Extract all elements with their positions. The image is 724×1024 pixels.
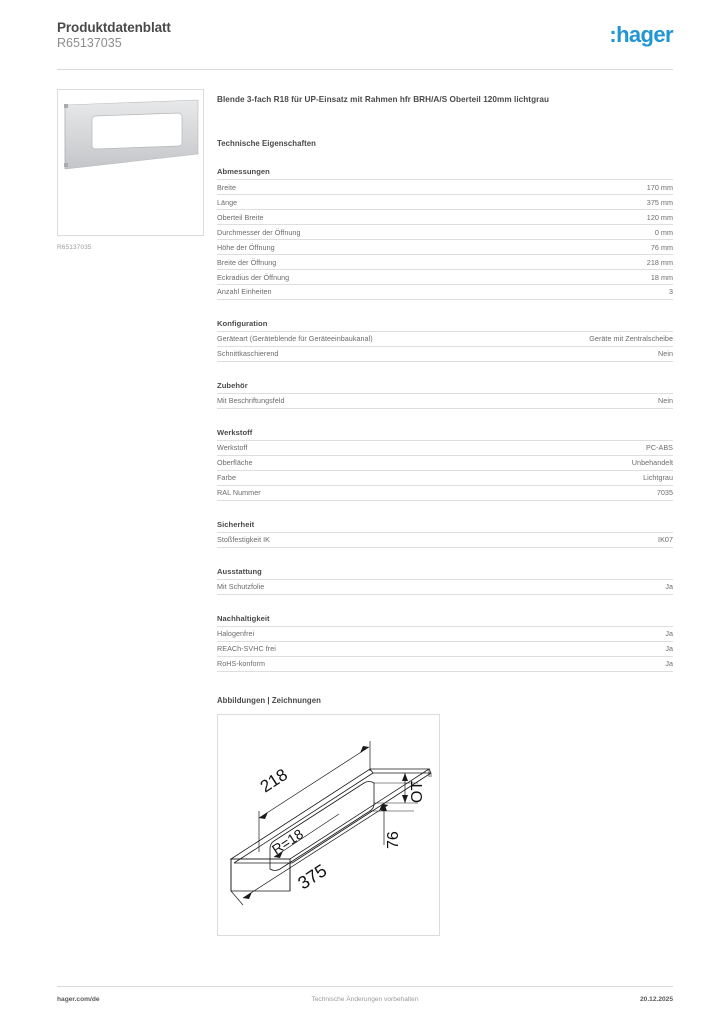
drawings-heading: Abbildungen | Zeichnungen: [217, 695, 321, 705]
spec-label: Durchmesser der Öffnung: [217, 227, 301, 237]
product-name: Blende 3-fach R18 für UP-Einsatz mit Rahmen hfr BRH/A/S Oberteil 120mm lichtgrau: [217, 95, 550, 104]
table-row: [217, 284, 673, 299]
spec-label: Eckradius der Öffnung: [217, 272, 290, 282]
table-row: [217, 209, 673, 224]
product-image: [57, 89, 204, 236]
page-header: [57, 20, 673, 68]
spec-value: Geräte mit Zentralscheibe: [589, 334, 673, 344]
spec-label: RAL Nummer: [217, 488, 261, 498]
spec-value: Lichtgrau: [643, 473, 673, 483]
table-row: [217, 194, 673, 209]
spec-label: Oberfläche: [217, 458, 253, 468]
spec-group: [217, 520, 673, 548]
dim-label-top-part: OT: [409, 780, 426, 803]
spec-label: REACh-SVHC frei: [217, 644, 276, 654]
spec-value: 218 mm: [646, 257, 673, 267]
spec-label: Mit Beschriftungsfeld: [217, 396, 285, 406]
spec-value: 375 mm: [646, 197, 673, 207]
page-title: Produktdatenblatt: [57, 20, 171, 35]
spec-table: [217, 331, 673, 362]
spec-group: [217, 167, 673, 300]
spec-label: Stoßfestigkeit IK: [217, 535, 271, 545]
spec-value: Ja: [665, 659, 673, 669]
table-row: [217, 239, 673, 254]
spec-table: [217, 179, 673, 300]
table-row: [217, 532, 673, 547]
table-row: [217, 393, 673, 408]
spec-label: RoHS-konform: [217, 659, 266, 669]
table-row: [217, 485, 673, 500]
spec-value: 170 mm: [646, 182, 673, 192]
logo-wordmark: hager: [616, 22, 673, 47]
spec-value: Unbehandelt: [631, 458, 673, 468]
spec-label: Höhe der Öffnung: [217, 242, 275, 252]
table-row: [217, 656, 673, 671]
spec-label: Oberteil Breite: [217, 212, 264, 222]
spec-group: [217, 428, 673, 501]
table-row: [217, 470, 673, 485]
table-row: [217, 254, 673, 269]
spec-value: 120 mm: [646, 212, 673, 222]
spec-group-title: Zubehör: [217, 380, 248, 390]
product-reference: R65137035: [57, 36, 122, 50]
spec-value: 18 mm: [650, 272, 673, 282]
footer-divider: [57, 986, 673, 987]
dim-label-corner-radius: R=18: [268, 825, 307, 858]
spec-label: Geräteart (Geräteblende für Geräteeinbaukanal): [217, 334, 373, 344]
footer-disclaimer: Technische Änderungen vorbehalten: [311, 996, 419, 1003]
spec-label: Breite der Öffnung: [217, 257, 277, 267]
footer-website[interactable]: hager.com/de: [57, 996, 100, 1003]
spec-group-title: Konfiguration: [217, 318, 268, 328]
spec-group-title: Sicherheit: [217, 519, 255, 529]
main-content: [217, 89, 673, 936]
spec-value: 7035: [656, 488, 673, 498]
table-row: [217, 440, 673, 455]
spec-value: Ja: [665, 629, 673, 639]
spec-group-title: Werkstoff: [217, 427, 253, 437]
spec-label: Schnittkaschierend: [217, 349, 279, 359]
spec-label: Länge: [217, 197, 238, 207]
page-footer: [57, 996, 673, 1008]
spec-label: Farbe: [217, 473, 236, 483]
spec-table: [217, 579, 673, 595]
spec-table: [217, 532, 673, 548]
spec-table: [217, 440, 673, 501]
spec-label: Werkstoff: [217, 443, 248, 453]
technical-drawing: [217, 714, 440, 936]
table-row: [217, 346, 673, 361]
spec-value: 0 mm: [654, 227, 673, 237]
table-row: [217, 641, 673, 656]
table-row: [217, 269, 673, 284]
spec-group-title: Abmessungen: [217, 167, 270, 176]
spec-value: IK07: [658, 535, 673, 545]
spec-groups: [217, 167, 673, 672]
logo-colon-icon: :: [609, 22, 617, 47]
table-row: [217, 331, 673, 346]
spec-label: Mit Schutzfolie: [217, 582, 265, 592]
spec-group: [217, 319, 673, 362]
product-photo-graphic: [62, 97, 200, 175]
table-row: [217, 224, 673, 239]
dim-label-opening-height: 76: [385, 830, 402, 849]
spec-value: Nein: [658, 349, 673, 359]
spec-label: Anzahl Einheiten: [217, 287, 272, 297]
spec-table: [217, 626, 673, 672]
technical-drawing-graphic: [218, 715, 439, 935]
footer-date: 20.12.2025: [639, 996, 673, 1003]
table-row: [217, 626, 673, 641]
spec-group: [217, 567, 673, 595]
product-image-caption: R65137035: [57, 244, 92, 251]
spec-value: Ja: [665, 644, 673, 654]
spec-label: Breite: [217, 182, 237, 192]
header-divider: [57, 69, 673, 70]
hager-logo: [609, 23, 673, 47]
spec-group: [217, 614, 673, 672]
spec-group: [217, 381, 673, 409]
spec-value: PC-ABS: [645, 443, 673, 453]
spec-value: 3: [668, 287, 673, 297]
dim-label-opening-width: 218: [256, 764, 291, 797]
spec-value: 76 mm: [650, 242, 673, 252]
spec-label: Halogenfrei: [217, 629, 255, 639]
spec-group-title: Nachhaltigkeit: [217, 613, 270, 623]
dim-label-total-length: 375: [294, 859, 331, 894]
table-row: [217, 579, 673, 594]
spec-value: Nein: [658, 396, 673, 406]
table-row: [217, 180, 673, 195]
technical-properties-heading: Technische Eigenschaften: [217, 139, 316, 148]
spec-table: [217, 393, 673, 409]
spec-group-title: Ausstattung: [217, 566, 262, 576]
table-row: [217, 455, 673, 470]
spec-value: Ja: [665, 582, 673, 592]
